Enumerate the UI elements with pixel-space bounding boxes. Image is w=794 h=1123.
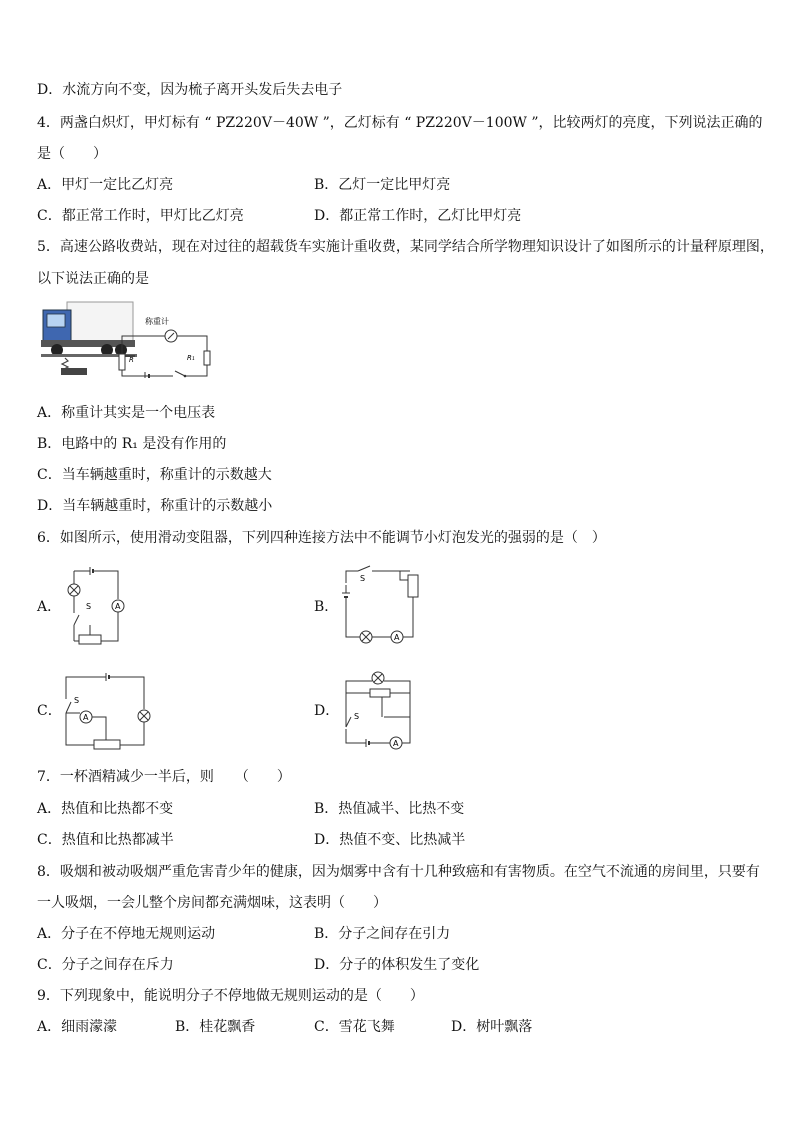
q9-stem: 9．下列现象中，能说明分子不停地做无规则运动的是（ ）: [37, 988, 424, 1004]
ammeter-b-label: A: [394, 633, 400, 642]
q7-stem: 7．一杯酒精减少一半后，则 （ ）: [37, 769, 291, 785]
q5-option-a: A．称重计其实是一个电压表: [37, 405, 216, 421]
q5-fig-label-meter: 称重计: [145, 317, 169, 326]
switch-b-label: S: [360, 574, 366, 583]
q6-circuit-c: [60, 669, 155, 753]
q8-option-b: B．分子之间存在引力: [314, 926, 451, 942]
q4-stem-line2: 是（ ）: [37, 146, 107, 162]
ammeter-d-label: A: [393, 739, 399, 748]
q4-option-b: B．乙灯一定比甲灯亮: [314, 177, 451, 193]
q4-option-d: D．都正常工作时，乙灯比甲灯亮: [314, 208, 522, 224]
q6-stem: 6．如图所示，使用滑动变阻器，下列四种连接方法中不能调节小灯泡发光的强弱的是（ ）: [37, 530, 606, 546]
q6-option-b-label: B．: [314, 599, 339, 615]
q5-fig-label-r: R: [129, 356, 134, 364]
q8-stem-line2: 一人吸烟，一会儿整个房间都充满烟味，这表明（ ）: [37, 895, 387, 911]
q9-option-b: B．桂花飘香: [175, 1019, 256, 1035]
q7-option-d: D．热值不变、比热减半: [314, 832, 466, 848]
q6-option-d-label: D．: [314, 703, 340, 719]
switch-a-label: S: [86, 602, 92, 611]
q8-stem-line1: 8．吸烟和被动吸烟严重危害青少年的健康，因为烟雾中含有十几种致癌和有害物质。在空气不流通的房间里，只要有: [37, 864, 760, 880]
q6-option-c-label: C．: [37, 703, 62, 719]
q4-option-c: C．都正常工作时，甲灯比乙灯亮: [37, 208, 244, 224]
q9-option-d: D．树叶飘落: [451, 1019, 533, 1035]
q5-option-c: C．当车辆越重时，称重计的示数越大: [37, 467, 272, 483]
switch-c-label: S: [74, 696, 80, 705]
q7-option-b: B．热值减半、比热不变: [314, 801, 465, 817]
q3-option-d: D．水流方向不变，因为梳子离开头发后失去电子: [37, 82, 343, 98]
q8-option-d: D．分子的体积发生了变化: [314, 957, 480, 973]
q6-circuit-a: [60, 565, 135, 647]
q8-option-a: A．分子在不停地无规则运动: [37, 926, 216, 942]
ammeter-c-label: A: [83, 713, 89, 722]
q5-option-d: D．当车辆越重时，称重计的示数越小: [37, 498, 273, 514]
rheostat-symbol: [119, 354, 125, 370]
q9-option-a: A．细雨濛濛: [37, 1019, 118, 1035]
q6-circuit-b: [338, 563, 423, 648]
q5-weighing-scale-figure: [37, 296, 217, 378]
q6-option-a-label: A．: [37, 599, 62, 615]
resistor-r1-symbol: [204, 351, 210, 365]
q4-option-a: A．甲灯一定比乙灯亮: [37, 177, 174, 193]
q8-option-c: C．分子之间存在斥力: [37, 957, 174, 973]
q5-fig-label-r1: R₁: [187, 354, 195, 362]
q5-stem-line2: 以下说法正确的是: [37, 271, 149, 287]
q7-option-c: C．热值和比热都减半: [37, 832, 174, 848]
q5-option-b: B．电路中的 R₁ 是没有作用的: [37, 436, 227, 452]
q6-circuit-d: [338, 667, 418, 751]
switch-d-label: S: [354, 712, 360, 721]
q9-option-c: C．雪花飞舞: [314, 1019, 395, 1035]
ammeter-a-label: A: [115, 602, 121, 611]
q5-stem-line1: 5．高速公路收费站，现在对过往的超载货车实施计重收费，某同学结合所学物理知识设计了如图所示的计量秤原理图，: [37, 239, 774, 255]
q4-stem-line1: 4．两盏白炽灯，甲灯标有 “ PZ220V－40W ”，乙灯标有 “ PZ220V－100W ”，比较两灯的亮度，下列说法正确的: [37, 115, 763, 131]
q7-option-a: A．热值和比热都不变: [37, 801, 174, 817]
